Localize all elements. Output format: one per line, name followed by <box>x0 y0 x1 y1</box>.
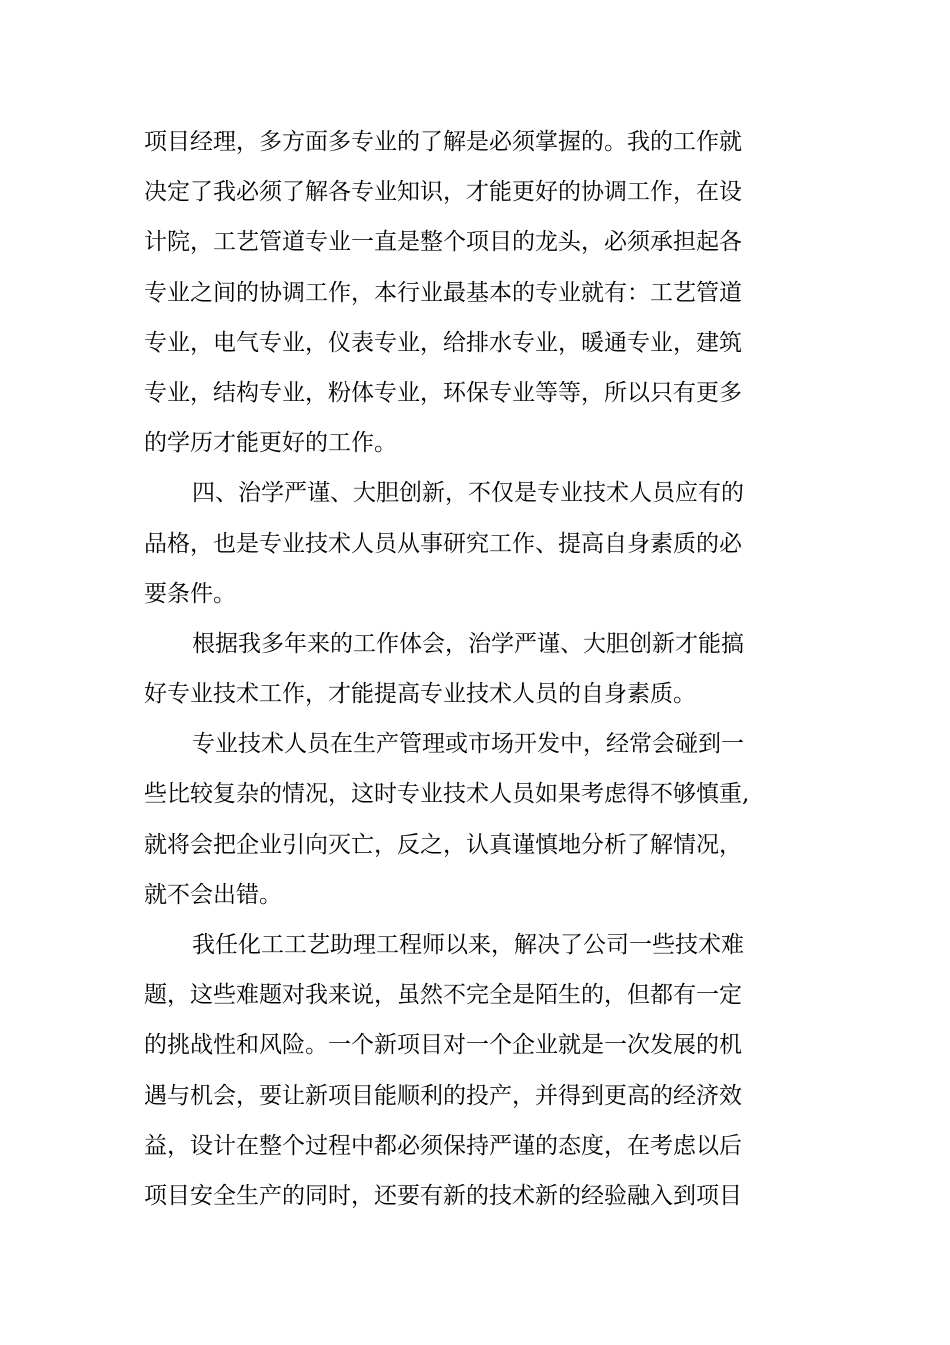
text-line: 四、治学严谨、大胆创新，不仅是专业技术人员应有的 <box>192 480 744 507</box>
text-line: 的学历才能更好的工作。 <box>144 430 397 457</box>
text-line: 的挑战性和风险。一个新项目对一个企业就是一次发展的机 <box>144 1032 742 1059</box>
text-line: 品格，也是专业技术人员从事研究工作、提高自身素质的必 <box>144 530 742 557</box>
text-line: 专业之间的协调工作，本行业最基本的专业就有：工艺管道 <box>144 279 742 306</box>
document-body <box>144 117 754 1221</box>
text-line: 就不会出错。 <box>144 881 282 908</box>
text-line: 我任化工工艺助理工程师以来，解决了公司一些技术难 <box>192 932 744 958</box>
text-line: 项目经理，多方面多专业的了解是必须掌握的。我的工作就 <box>144 129 742 155</box>
text-line: 些比较复杂的情况，这时专业技术人员如果考虑得不够慎重, <box>144 781 750 808</box>
text-line: 好专业技术工作，才能提高专业技术人员的自身素质。 <box>144 681 696 708</box>
text-line: 专业技术人员在生产管理或市场开发中，经常会碰到一 <box>192 731 744 758</box>
text-line: 根据我多年来的工作体会，治学严谨、大胆创新才能搞 <box>192 630 744 657</box>
text-line: 就将会把企业引向灭亡，反之，认真谨慎地分析了解情况， <box>144 831 742 858</box>
text-line: 要条件。 <box>144 580 236 607</box>
text-line: 遇与机会，要让新项目能顺利的投产，并得到更高的经济效 <box>144 1082 742 1109</box>
text-line: 计院，工艺管道专业一直是整个项目的龙头，必须承担起各 <box>144 229 742 256</box>
text-line: 专业，结构专业，粉体专业，环保专业等等，所以只有更多 <box>144 379 742 406</box>
text-line: 决定了我必须了解各专业知识，才能更好的协调工作，在设 <box>144 179 742 206</box>
text-line: 益，设计在整个过程中都必须保持严谨的态度，在考虑以后 <box>144 1132 742 1159</box>
text-line: 项目安全生产的同时，还要有新的技术新的经验融入到项目 <box>144 1182 742 1209</box>
text-line: 题，这些难题对我来说，虽然不完全是陌生的，但都有一定 <box>144 982 742 1009</box>
text-line: 专业，电气专业，仪表专业，给排水专业，暖通专业，建筑 <box>144 329 742 356</box>
